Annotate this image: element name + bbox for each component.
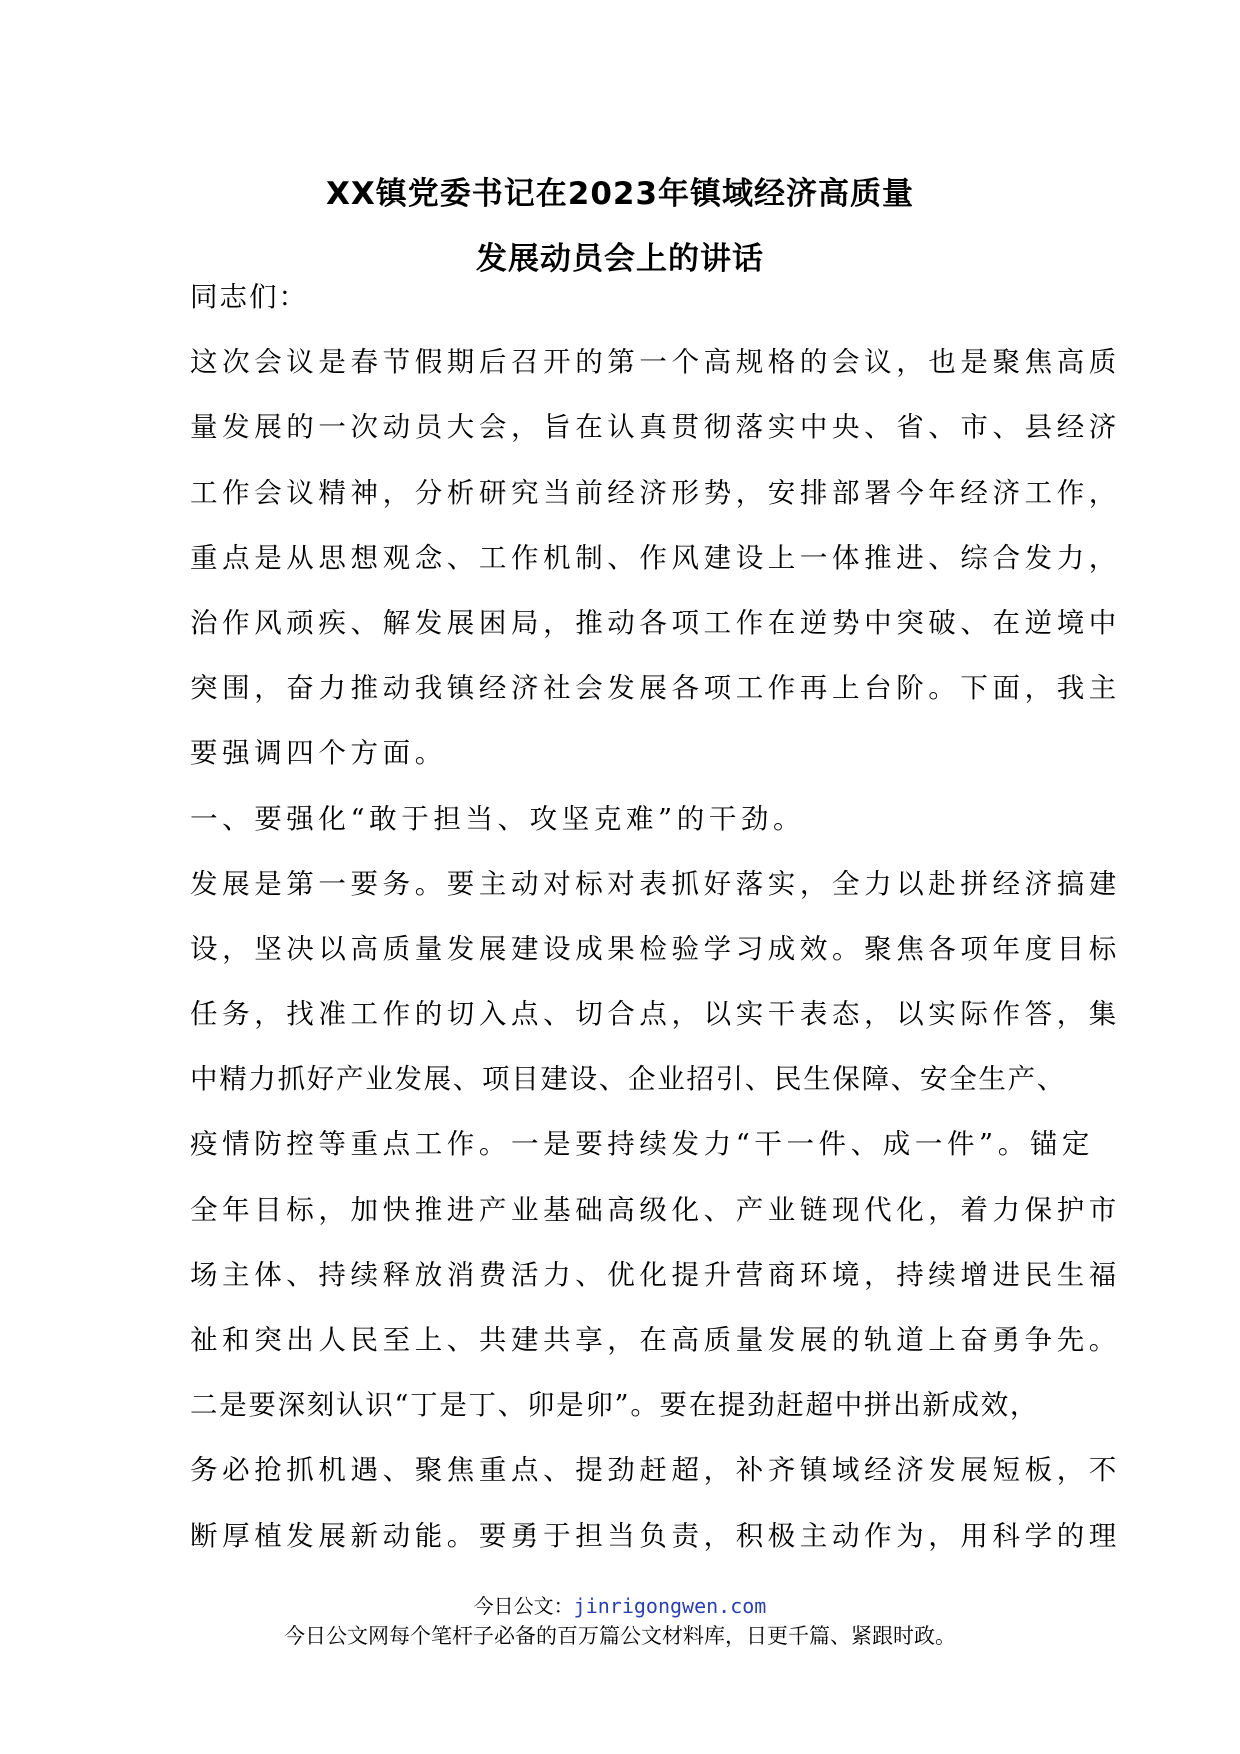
- body-line: 工作会议精神，分析研究当前经济形势，安排部署今年经济工作，: [190, 476, 1121, 509]
- body-line: 这次会议是春节假期后召开的第一个高规格的会议，也是聚焦高质: [190, 346, 1121, 379]
- document-title-line-1: XX镇党委书记在2023年镇域经济高质量: [325, 176, 915, 212]
- document-body: [190, 265, 1121, 1569]
- body-line: 务必抢抓机遇、聚焦重点、提劲赶超，补齐镇域经济发展短板，不: [190, 1454, 1121, 1487]
- section-heading: 一、要强化“敢于担当、攻坚克难”的干劲。: [190, 802, 806, 835]
- body-line: 突围，奋力推动我镇经济社会发展各项工作再上台阶。下面，我主: [190, 672, 1121, 705]
- body-line: 祉和突出人民至上、共建共享，在高质量发展的轨道上奋勇争先。: [190, 1324, 1121, 1356]
- document-title-line-2: 发展动员会上的讲话: [476, 241, 764, 277]
- body-line: 要强调四个方面。: [190, 737, 447, 770]
- footer-site: [0, 1590, 1240, 1619]
- body-line: 设，坚决以高质量发展建设成果检验学习成效。聚焦各项年度目标: [190, 932, 1121, 965]
- body-line: 治作风顽疾、解发展困局，推动各项工作在逆势中突破、在逆境中: [190, 606, 1121, 639]
- body-line: 断厚植发展新动能。要勇于担当负责，积极主动作为，用科学的理: [190, 1519, 1121, 1552]
- salutation: 同志们：: [190, 281, 308, 313]
- body-line: 任务，找准工作的切入点、切合点，以实干表态，以实际作答，集: [190, 998, 1121, 1031]
- body-line: 二是要深刻认识“丁是丁、卯是卯”。要在提劲赶超中拼出新成效，: [190, 1389, 1040, 1422]
- footer-slogan: 今日公文网每个笔杆子必备的百万篇公文材料库，日更千篇、紧跟时政。: [284, 1624, 956, 1648]
- body-line: 发展是第一要务。要主动对标对表抓好落实，全力以赴拼经济搞建: [190, 867, 1121, 900]
- body-line: 中精力抓好产业发展、项目建设、企业招引、民生保障、安全生产、: [190, 1063, 1066, 1096]
- body-line: 全年目标，加快推进产业基础高级化、产业链现代化，着力保护市: [190, 1193, 1121, 1226]
- footer-site-label: 今日公文：: [473, 1594, 574, 1618]
- body-line: 重点是从思想观念、工作机制、作风建设上一体推进、综合发力，: [190, 541, 1121, 574]
- body-line: 疫情防控等重点工作。一是要持续发力“干一件、成一件”。锚定: [190, 1128, 1095, 1161]
- footer-site-url[interactable]: jinrigongwen.com: [573, 1594, 767, 1618]
- body-line: 量发展的一次动员大会，旨在认真贯彻落实中央、省、市、县经济: [190, 411, 1121, 444]
- body-line: 场主体、持续释放消费活力、优化提升营商环境，持续增进民生福: [190, 1258, 1121, 1291]
